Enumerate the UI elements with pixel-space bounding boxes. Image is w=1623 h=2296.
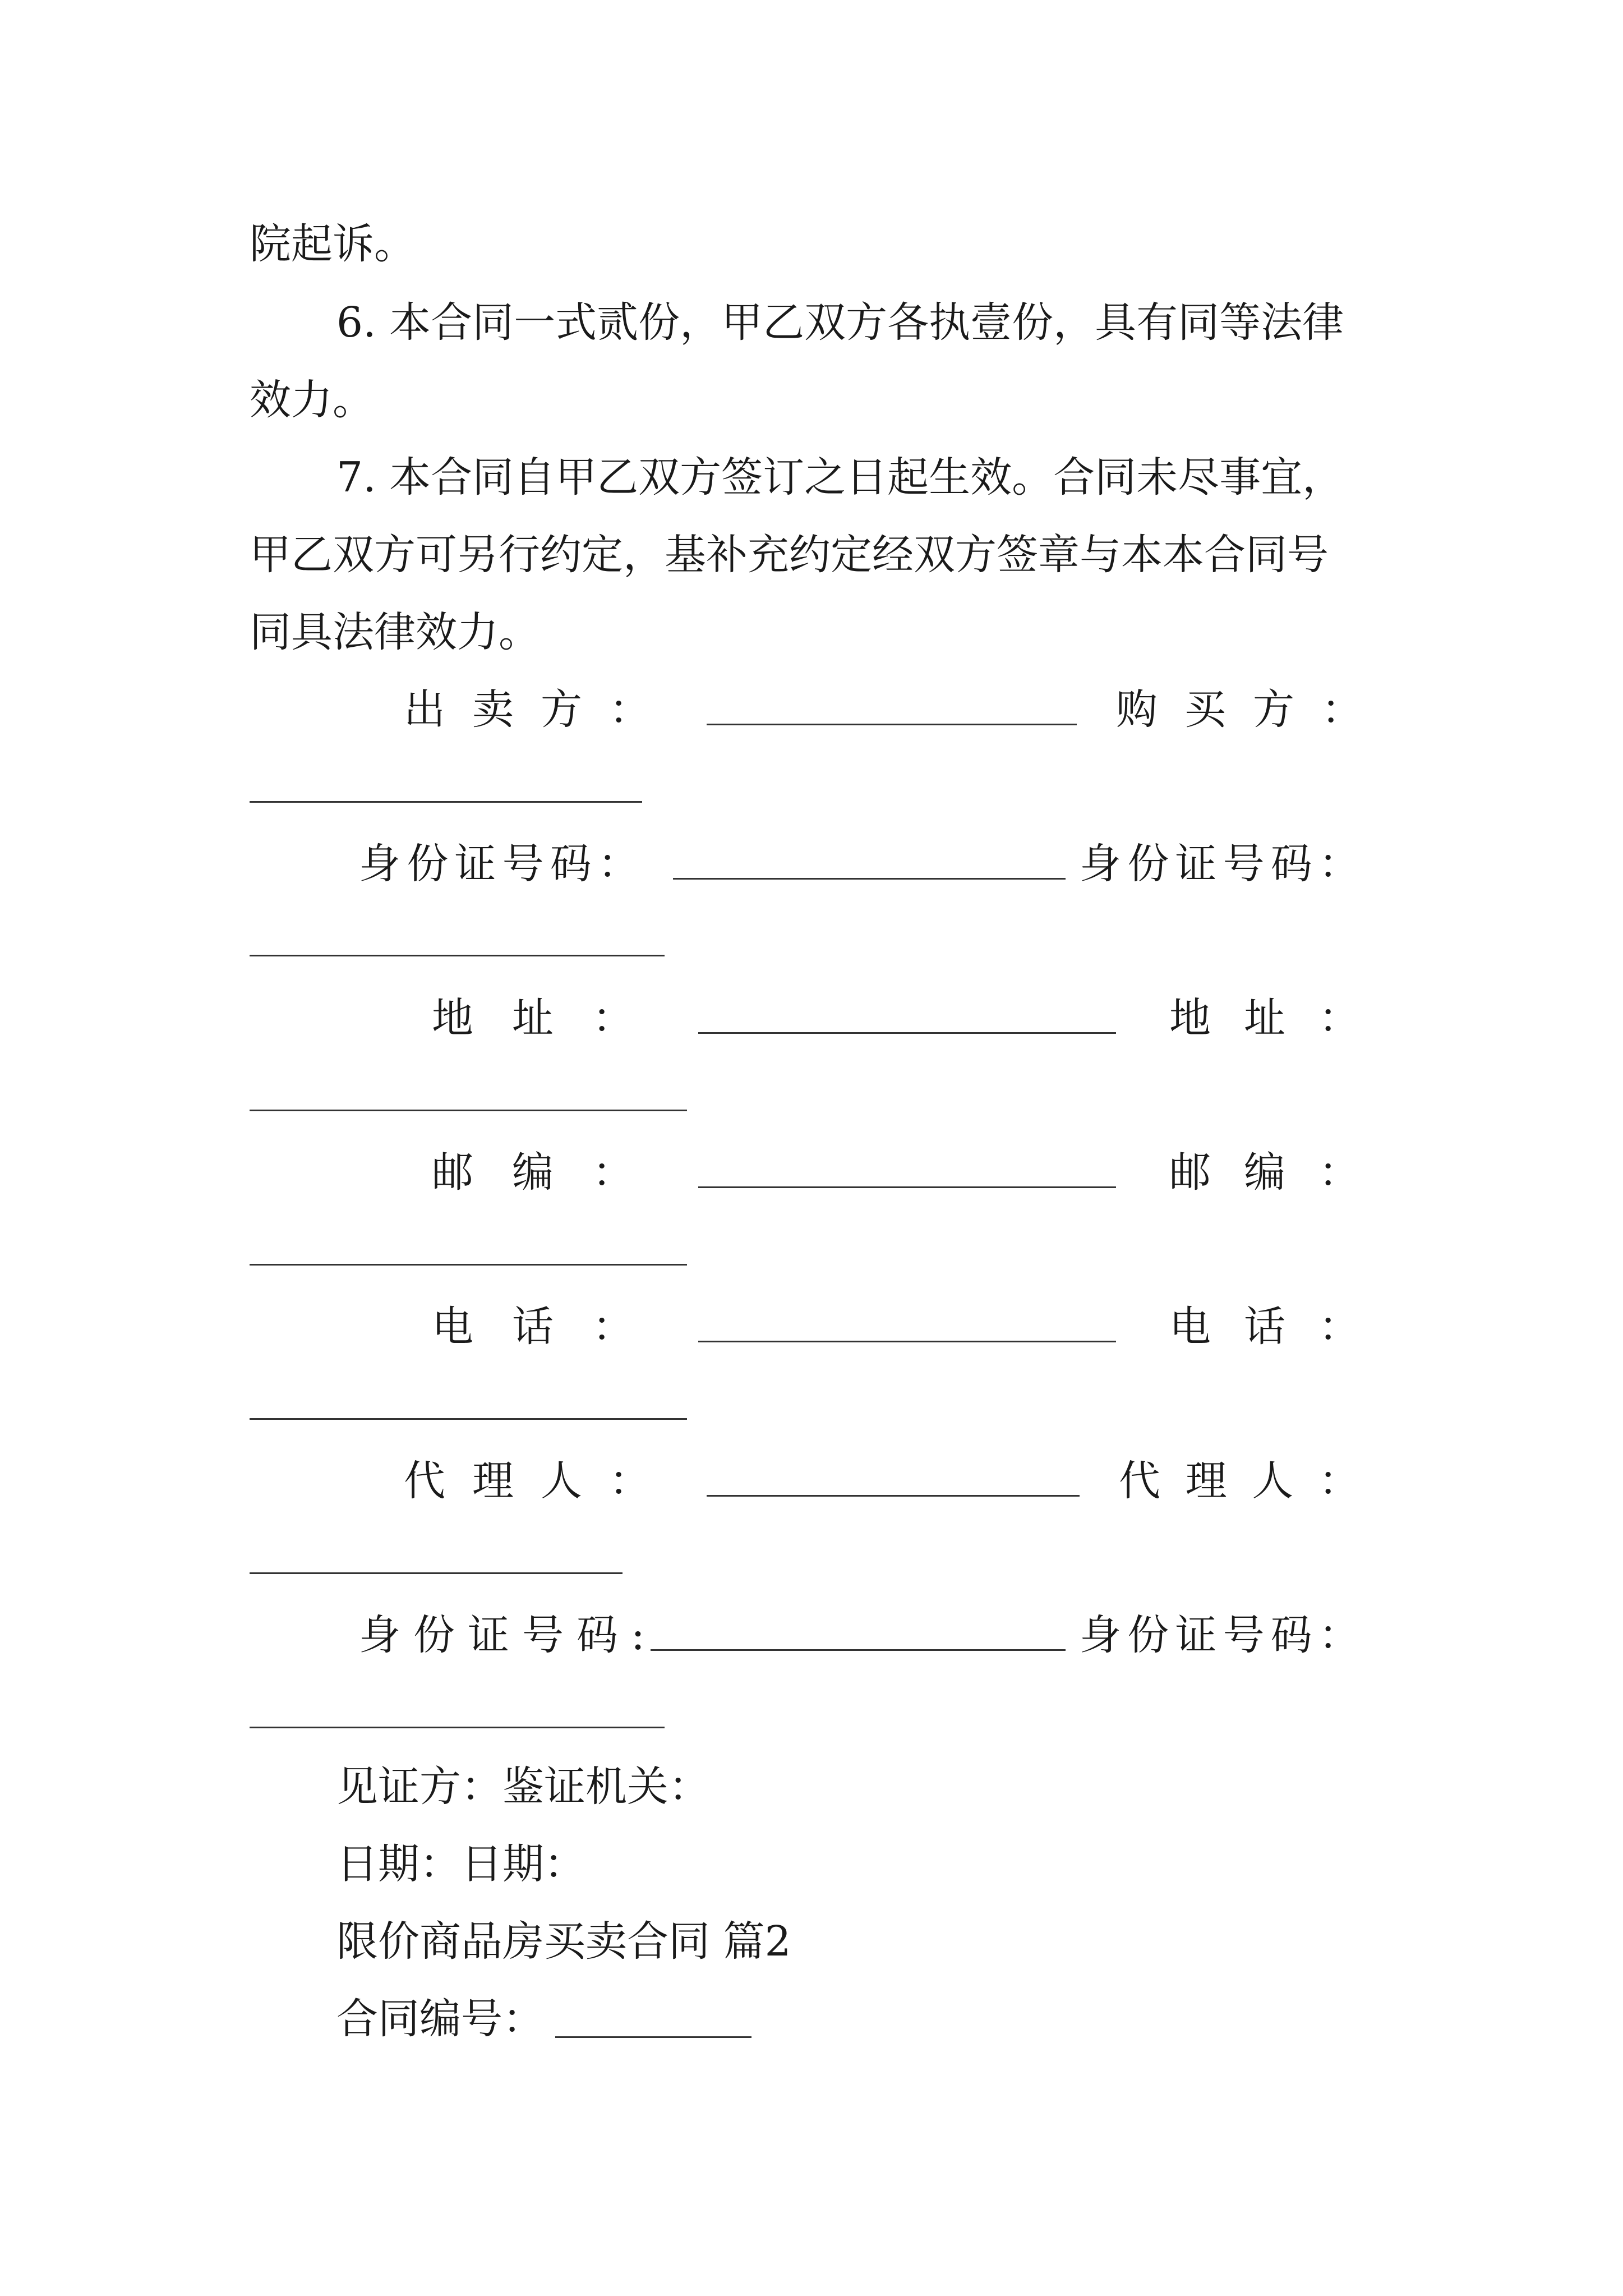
witness-line: 见证方：鉴证机关： — [336, 1763, 710, 1811]
clause-7-line-1: 7. 本合同自甲乙双方签订之日起生效。合同未尽事宜， — [336, 453, 1344, 501]
buyer-phone-blank — [250, 1418, 687, 1420]
buyer-address-label: 地 址 ： — [1169, 994, 1360, 1042]
buyer-agent-id-label: 身 份 证 号 码 ： — [1080, 1611, 1360, 1659]
buyer-address-blank — [250, 1110, 687, 1111]
seller-agent-label: 代 理 人 ： — [404, 1457, 651, 1505]
clause-7-line-2: 甲乙双方可另行约定，基补充约定经双方签章与本本合同号 — [250, 531, 1329, 579]
paragraph-line: 院起诉。 — [250, 220, 416, 268]
date-line: 日期：日期： — [336, 1840, 585, 1888]
seller-agent-id-label: 身 份 证 号 码 : — [359, 1611, 645, 1659]
seller-id-label: 身 份 证 号 码 ： — [359, 840, 639, 888]
contract-number-label: 合同编号： — [336, 1995, 544, 2043]
seller-postcode-label: 邮 编 ： — [432, 1148, 634, 1197]
seller-phone-label: 电 话 ： — [432, 1303, 634, 1351]
seller-address-label: 地 址 ： — [432, 994, 634, 1042]
seller-postcode-blank — [698, 1186, 1116, 1188]
clause-6-line-1: 6. 本合同一式贰份，甲乙双方各执壹份，具有同等法律 — [336, 298, 1344, 347]
clause-7-line-3: 同具法律效力。 — [250, 608, 540, 656]
buyer-postcode-blank — [250, 1264, 687, 1266]
seller-address-blank — [698, 1032, 1116, 1034]
buyer-agent-blank — [250, 1572, 623, 1574]
seller-blank — [707, 724, 1077, 725]
buyer-agent-id-blank — [250, 1727, 665, 1728]
buyer-id-label: 身 份 证 号 码 ： — [1080, 840, 1360, 888]
section-title: 限价商品房买卖合同 篇2 — [336, 1917, 791, 1966]
seller-id-blank — [673, 878, 1066, 880]
buyer-id-blank — [250, 955, 665, 956]
buyer-postcode-label: 邮 编 ： — [1169, 1148, 1360, 1197]
buyer-label: 购 买 方 ： — [1116, 685, 1363, 734]
clause-6-line-2: 效力。 — [250, 376, 374, 424]
buyer-phone-label: 电 话 ： — [1169, 1303, 1360, 1351]
seller-agent-id-blank — [651, 1649, 1066, 1651]
seller-phone-blank — [698, 1341, 1116, 1342]
contract-number-blank — [555, 2036, 751, 2038]
seller-label: 出 卖 方 ： — [404, 685, 651, 734]
buyer-agent-label: 代 理 人 ： — [1119, 1457, 1360, 1505]
buyer-blank — [250, 801, 642, 803]
seller-agent-blank — [707, 1495, 1080, 1497]
